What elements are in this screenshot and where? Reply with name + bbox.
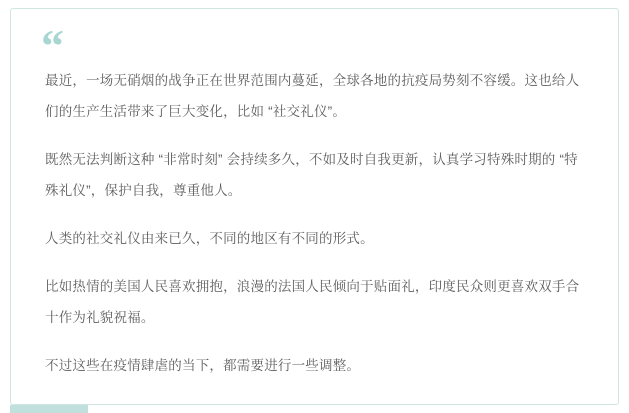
paragraph: 既然无法判断这种 “非常时刻” 会持续多久，不如及时自我更新，认真学习特殊时期的 “特殊礼仪”，保护自我，尊重他人。 xyxy=(45,152,578,198)
paragraph: 比如热情的美国人民喜欢拥抱，浪漫的法国人民倾向于贴面礼，印度民众则更喜欢双手合十作为礼貌祝福。 xyxy=(45,279,580,325)
article-body xyxy=(45,65,590,381)
footer-accent-bar xyxy=(10,405,88,413)
article-card xyxy=(10,8,619,405)
quote-open-icon: “ xyxy=(41,20,62,71)
paragraph: 最近，一场无硝烟的战争正在世界范围内蔓延，全球各地的抗疫局势刻不容缓。这也给人们的生产生活带来了巨大变化，比如 “社交礼仪”。 xyxy=(45,73,580,119)
paragraph: 人类的社交礼仪由来已久，不同的地区有不同的形式。 xyxy=(45,231,374,246)
paragraph: 不过这些在疫情肆虐的当下，都需要进行一些调整。 xyxy=(45,358,361,373)
